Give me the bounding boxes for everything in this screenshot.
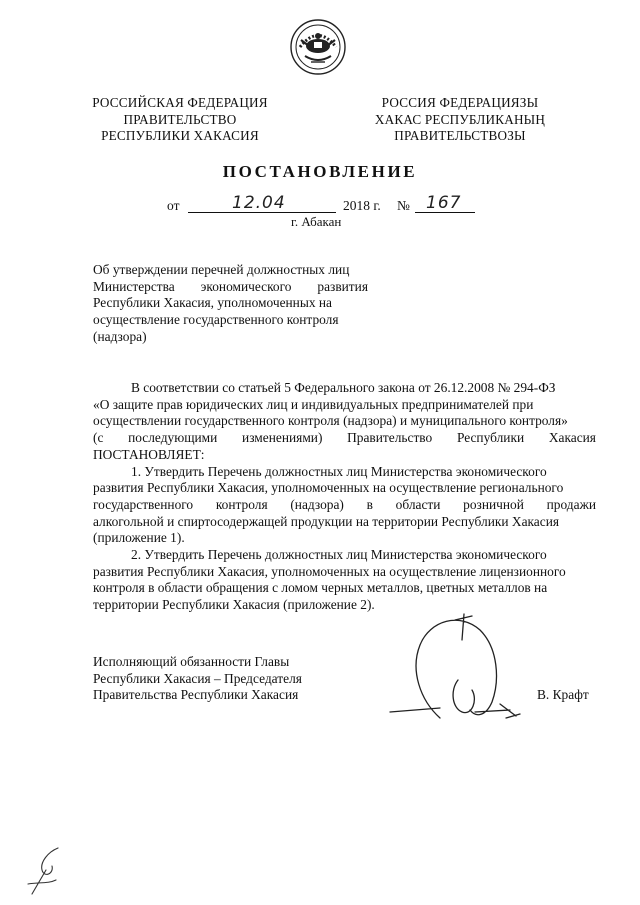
date-from-label: от xyxy=(167,198,180,213)
text-line xyxy=(93,514,596,531)
text-line xyxy=(93,547,596,564)
text-word: развития Республики Хакасия, уполномоченных на осуществление лицензионного xyxy=(93,563,566,579)
text-word: продажи xyxy=(546,496,596,512)
text-line xyxy=(93,413,596,430)
text-word: розничной xyxy=(463,496,524,512)
text-word: в xyxy=(366,496,373,512)
header-left xyxy=(80,95,280,145)
text-word: контроля в области обращения с ломом черных металлов, цветных металлов на xyxy=(93,580,548,596)
text-word: Республики Хакасия, уполномоченных на xyxy=(93,295,332,311)
text-word: области xyxy=(395,496,441,512)
signature-block xyxy=(93,654,302,704)
text-word: контроля xyxy=(215,496,268,512)
document-title: ПОСТАНОВЛЕНИЕ xyxy=(222,162,418,181)
text-word: Министерства xyxy=(93,278,175,294)
text-line xyxy=(93,295,368,312)
handwritten-initials xyxy=(18,840,78,900)
text-line xyxy=(93,430,596,447)
text-word: территории Республики Хакасия (приложение 2). xyxy=(93,597,375,613)
text-word: развития Республики Хакасия, уполномоченных на осуществление регионального xyxy=(93,480,564,496)
date-year: 2018 г. xyxy=(343,198,381,213)
number-label: № xyxy=(397,198,410,213)
subject-block xyxy=(93,262,368,346)
text-word: (надзора) xyxy=(290,496,344,512)
text-word: Правительство xyxy=(347,430,433,446)
text-line xyxy=(93,397,596,414)
text-word: осуществлении государственного контроля (надзора) и муниципального контроля» xyxy=(93,413,568,429)
handwritten-signature xyxy=(380,600,540,730)
text-word: 2. Утвердить Перечень должностных лиц Министерства экономического xyxy=(131,547,547,563)
text-line xyxy=(93,329,368,346)
city-label: г. Абакан xyxy=(291,214,342,229)
header-right-line: РОССИЯ ФЕДЕРАЦИЯЗЫ xyxy=(381,95,539,110)
text-line xyxy=(93,262,368,279)
text-line xyxy=(93,564,596,581)
signatory-position-line: Исполняющий обязанности Главы xyxy=(93,654,290,669)
handwritten-number: 167 xyxy=(426,193,462,213)
text-word: последующими xyxy=(128,430,218,446)
signatory-position-line: Республики Хакасия – Председателя xyxy=(93,670,302,686)
text-word: ПОСТАНОВЛЯЕТ: xyxy=(93,446,205,462)
text-line xyxy=(93,580,596,597)
signatory-position-line: Правительства Республики Хакасия xyxy=(93,687,299,703)
text-word: (надзора) xyxy=(93,328,147,344)
text-line xyxy=(93,312,368,329)
text-word: изменениями) xyxy=(242,430,323,446)
text-word: осуществление государственного контроля xyxy=(93,312,339,328)
text-word: экономического xyxy=(200,278,292,294)
text-word: В соответствии со статьей 5 Федерального закона от 26.12.2008 № 294-ФЗ xyxy=(131,380,556,395)
text-word: 1. Утвердить Перечень должностных лиц Министерства экономического xyxy=(131,463,547,479)
text-line xyxy=(93,279,368,296)
text-line xyxy=(93,530,596,547)
text-word: алкогольной и спиртосодержащей продукции на территории Республики Хакасия xyxy=(93,513,560,529)
handwritten-date: 12.04 xyxy=(232,193,286,213)
text-word: государственного xyxy=(93,496,194,512)
body-text xyxy=(93,380,596,614)
header-right-line: ПРАВИТЕЛЬСТВОЗЫ xyxy=(394,128,526,143)
header-left-line: ПРАВИТЕЛЬСТВО xyxy=(123,111,237,127)
text-word: «О защите прав юридических лиц и индивидуальных предпринимателей при xyxy=(93,396,534,412)
text-word: Об утверждении перечней должностных лиц xyxy=(93,262,350,277)
text-line xyxy=(93,480,596,497)
text-line xyxy=(93,380,596,397)
text-word: Хакасия xyxy=(548,430,596,446)
text-line xyxy=(93,464,596,481)
text-line xyxy=(93,447,596,464)
header-left-line: РОССИЙСКАЯ ФЕДЕРАЦИЯ xyxy=(92,95,268,110)
header-right-line: ХАКАС РЕСПУБЛИКАНЫҢ xyxy=(374,111,546,127)
header-left-line: РЕСПУБЛИКИ ХАКАСИЯ xyxy=(101,128,259,143)
text-word: (приложение 1). xyxy=(93,530,185,546)
text-word: Республики xyxy=(456,430,525,446)
text-word: развития xyxy=(317,278,368,294)
header-right xyxy=(360,95,560,145)
coat-of-arms-icon xyxy=(289,18,347,76)
signer-name: В. Крафт xyxy=(537,687,589,702)
text-word: (с xyxy=(93,430,104,446)
text-line xyxy=(93,497,596,514)
